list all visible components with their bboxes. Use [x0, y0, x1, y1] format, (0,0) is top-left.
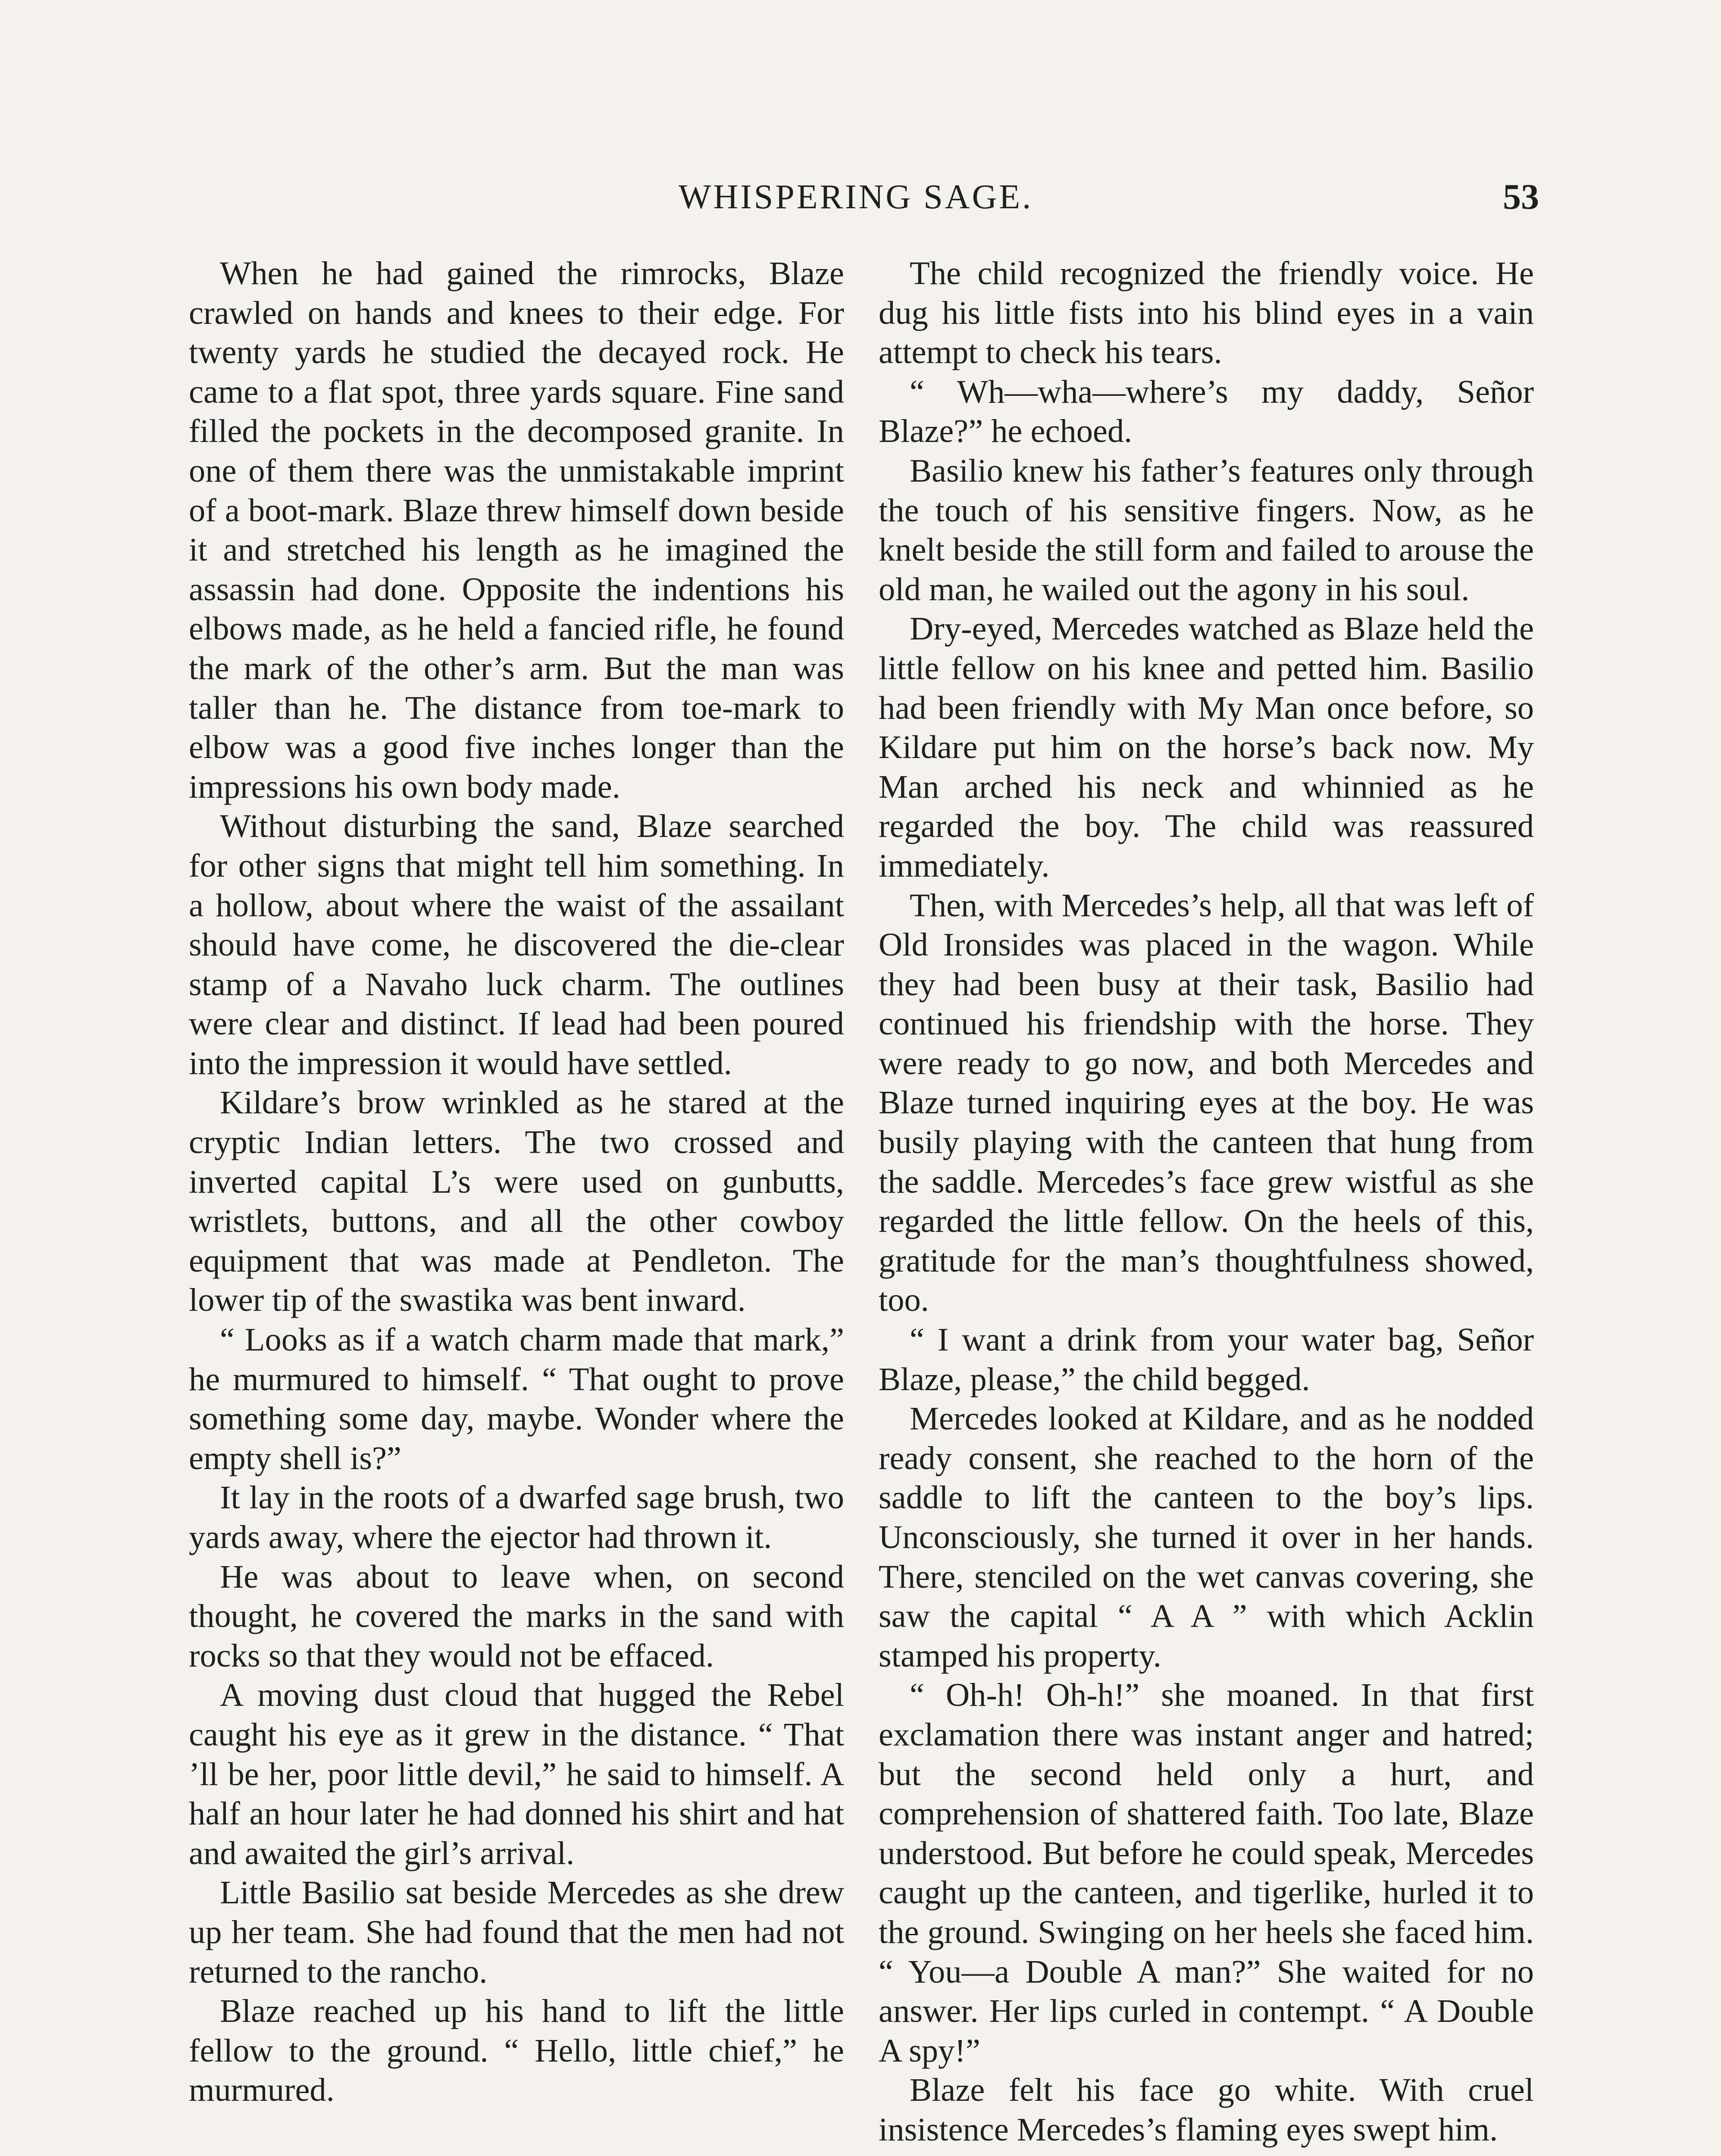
- page-number: 53: [1503, 177, 1539, 217]
- paragraph: Blaze reached up his hand to lift the little fellow to the ground. “ Hello, little chief,” he murmured.: [189, 1993, 844, 2109]
- paragraph: Blaze felt his face go white. With cruel insistence Mercedes’s flaming eyes swept him.: [879, 2071, 1534, 2148]
- left-column: [189, 254, 844, 2110]
- paragraph: Kildare’s brow wrinkled as he stared at the cryptic Indian letters. The two crossed and inverted capital L’s were used on gunbutts, wristlets, buttons, and all the other cowboy equipment that was made at Pendleton. The lower tip of the swastika was bent inward.: [189, 1084, 844, 1319]
- paragraph: “ Looks as if a watch charm made that mark,” he murmured to himself. “ That ought to prove something some day, maybe. Wonder where the empty shell is?”: [189, 1321, 844, 1476]
- paragraph: He was about to leave when, on second thought, he covered the marks in the sand with rocks so that they would not be effaced.: [189, 1558, 844, 1674]
- paragraph: The child recognized the friendly voice. He dug his little fists into his blind eyes in a vain attempt to check his tears.: [879, 255, 1534, 371]
- paragraph: Mercedes looked at Kildare, and as he nodded ready consent, she reached to the horn of the saddle to lift the canteen to the boy’s lips. Unconsciously, she turned it over in her hands. There, stenciled on the wet canvas covering, she saw the capital “ A A ” with which Acklin stamped his property.: [879, 1400, 1534, 1674]
- paragraph: “ Oh-h! Oh-h!” she moaned. In that first exclamation there was instant anger and hatred; but the second held only a hurt, and comprehension of shattered faith. Too late, Blaze understood. But before he could speak, Mercedes caught up the canteen, and tigerlike, hurled it to the ground. Swinging on her heels she faced him. “ You—a Double A man?” She waited for no answer. Her lips curled in contempt. “ A Double A spy!”: [879, 1677, 1534, 2069]
- paragraph: A moving dust cloud that hugged the Rebel caught his eye as it grew in the distance. “ That ’ll be her, poor little devil,” he said to himself. A half an hour later he had donned his shirt and hat and awaited the girl’s arrival.: [189, 1677, 844, 1871]
- paragraph: Basilio knew his father’s features only through the touch of his sensitive fingers. Now, as he knelt beside the still form and failed to arouse the old man, he wailed out the agony in his soul.: [879, 452, 1534, 608]
- paragraph: Little Basilio sat beside Mercedes as she drew up her team. She had found that the men had not returned to the rancho.: [189, 1874, 844, 1990]
- paragraph: When he had gained the rimrocks, Blaze crawled on hands and knees to their edge. For twenty yards he studied the decayed rock. He came to a flat spot, three yards square. Fine sand filled the pockets in the decomposed granite. In one of them there was the unmistakable imprint of a boot-mark. Blaze threw himself down beside it and stretched his length as he imagined the assassin had done. Opposite the indentions his elbows made, as he held a fancied rifle, he found the mark of the other’s arm. But the man was taller than he. The distance from toe-mark to elbow was a good five inches longer than the impressions his own body made.: [189, 255, 844, 805]
- page-header: [172, 173, 1539, 221]
- paragraph: Then, with Mercedes’s help, all that was left of Old Ironsides was placed in the wagon. While they had been busy at their task, Basilio had continued his friendship with the horse. They were ready to go now, and both Mercedes and Blaze turned inquiring eyes at the boy. He was busily playing with the canteen that hung from the saddle. Mercedes’s face grew wistful as she regarded the little fellow. On the heels of this, gratitude for the man’s thoughtfulness showed, too.: [879, 887, 1534, 1319]
- paragraph: Dry-eyed, Mercedes watched as Blaze held the little fellow on his knee and petted him. Basilio had been friendly with My Man once before, so Kildare put him on the horse’s back now. My Man arched his neck and whinnied as he regarded the boy. The child was reassured immediately.: [879, 610, 1534, 884]
- paragraph: It lay in the roots of a dwarfed sage brush, two yards away, where the ejector had thrown it.: [189, 1479, 844, 1555]
- paragraph: “ I want a drink from your water bag, Señor Blaze, please,” the child begged.: [879, 1321, 1534, 1398]
- paragraph: “ Wh—wha—where’s my daddy, Señor Blaze?” he echoed.: [879, 373, 1534, 450]
- paragraph: Without disturbing the sand, Blaze searched for other signs that might tell him something. In a hollow, about where the waist of the assailant should have come, he discovered the die-clear stamp of a Navaho luck charm. The outlines were clear and distinct. If lead had been poured into the impression it would have settled.: [189, 808, 844, 1081]
- running-title: WHISPERING SAGE.: [678, 178, 1033, 216]
- right-column: [879, 254, 1534, 2150]
